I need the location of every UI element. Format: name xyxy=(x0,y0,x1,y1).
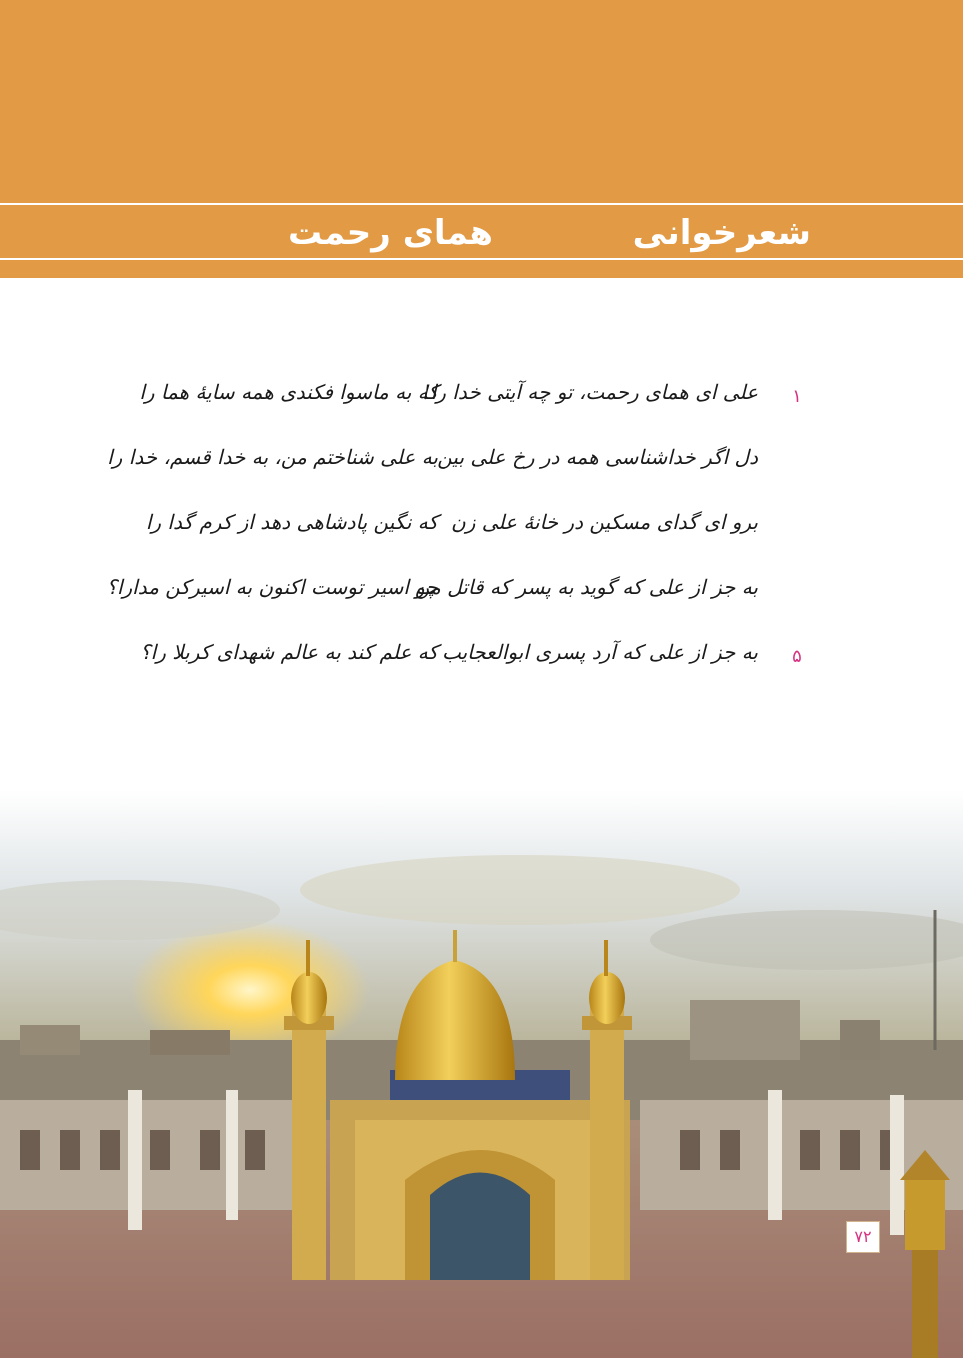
verse-row xyxy=(120,368,810,428)
verse-second-hemistich: که نگین پادشاهی دهد از کرم گدا را xyxy=(145,510,438,534)
shrine-illustration xyxy=(0,790,963,1358)
section-label: شعرخوانی xyxy=(632,213,811,253)
poem-title: همای رحمت xyxy=(288,213,493,253)
verse-number: ۵ xyxy=(792,646,802,667)
verse-second-hemistich: که علم کند به عالم شهدای کربلا را؟ xyxy=(140,640,438,664)
verse-second-hemistich: چو اسیر توست اکنون به اسیرکن مدارا؟ xyxy=(106,575,438,599)
header-band xyxy=(0,0,963,278)
shrine-photo xyxy=(0,790,963,1358)
verse-first-hemistich: دل اگر خداشناسی همه در رخ علی بین xyxy=(437,445,758,469)
verse-row xyxy=(107,433,810,493)
verse-first-hemistich: به جز از علی که گوید به پسر که قاتل من xyxy=(414,575,758,599)
verse-second-hemistich: به علی شناختم من، به خدا قسم، خدا را xyxy=(107,445,438,469)
verse-number: ۱ xyxy=(792,386,802,407)
page-number: ۷۲ xyxy=(846,1221,880,1253)
verse-row xyxy=(120,498,810,558)
verse-second-hemistich: که به ماسوا فکندی همه سایهٔ هما را xyxy=(139,380,438,404)
header-rule-top xyxy=(0,203,963,205)
verse-row xyxy=(120,628,810,688)
verse-first-hemistich: علی ای همای رحمت، تو چه آیتی خدا را! xyxy=(422,380,758,404)
verse-first-hemistich: برو ای گدای مسکین در خانهٔ علی زن xyxy=(451,510,758,534)
verse-first-hemistich: به جز از علی که آرد پسری ابوالعجایب xyxy=(441,640,758,664)
verse-row xyxy=(106,563,810,623)
poem xyxy=(106,368,810,698)
header-rule-bottom xyxy=(0,258,963,260)
